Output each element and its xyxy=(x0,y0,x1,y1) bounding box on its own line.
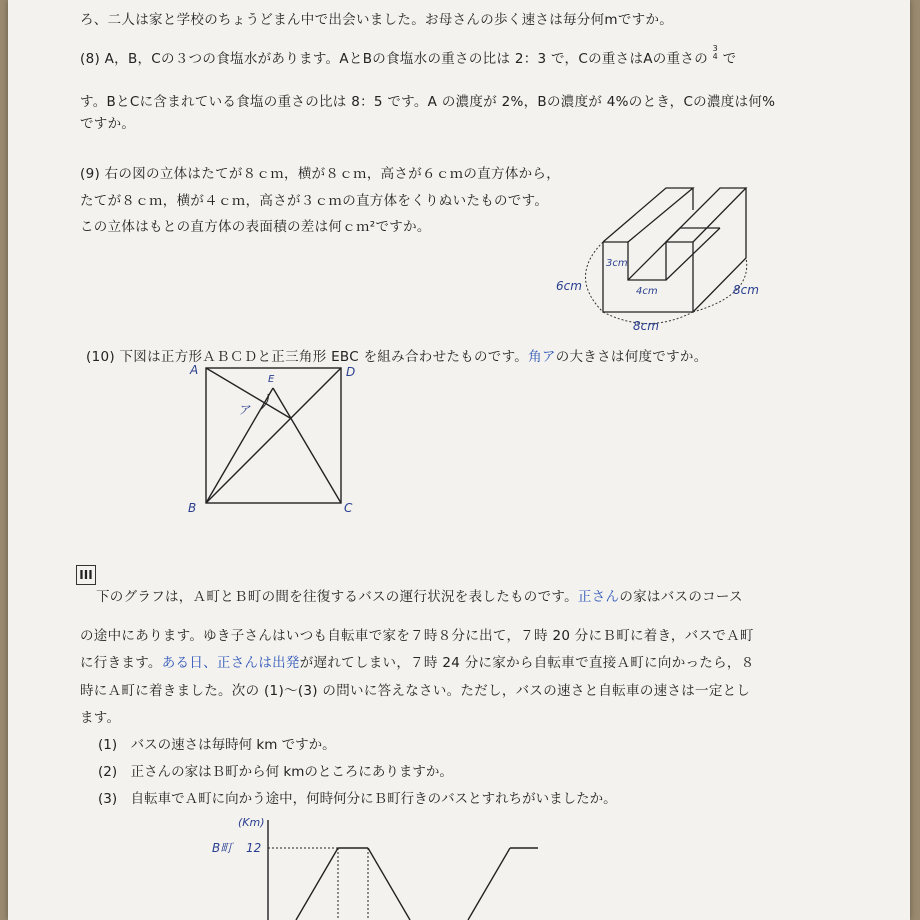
graph-town-label: B町 xyxy=(212,841,233,855)
label-6cm: 6cm xyxy=(556,279,582,293)
graph-tick-12: 12 xyxy=(246,841,262,855)
label-4cm: 4cm xyxy=(636,286,658,297)
bus-graph xyxy=(198,812,558,920)
label-8cm-right: 8cm xyxy=(733,283,759,297)
figure-9-solid xyxy=(548,180,788,340)
graph-unit: (Km) xyxy=(238,816,265,829)
sub-question-3: (3) 自転車でＡ町に向かう途中，何時何分にＢ町行きのバスとすれちがいましたか。 xyxy=(98,791,617,807)
section-3-line-5: ます。 xyxy=(80,710,121,726)
section-3-line-1: 下のグラフは，Ａ町とＢ町の間を往復するバスの運行状況を表したものです。正さんの家はバスのコース xyxy=(96,589,743,605)
section-3-label: III xyxy=(76,565,96,585)
text-line-0: ろ、二人は家と学校のちょうどまん中で出会いました。お母さんの歩く速さは毎分何mですか。 xyxy=(80,12,674,28)
vertex-C: C xyxy=(344,501,353,515)
question-10: (10) 下図は正方形ＡＢＣＤと正三角形 EBC を組み合わせたものです。角アの大きさは何度ですか。 xyxy=(86,349,708,365)
vertex-E: E xyxy=(268,374,275,385)
section-3-line-4: 時にＡ町に着きました。次の (1)～(3) の問いに答えなさい。ただし，バスの速さと自転車の速さは一定とし xyxy=(80,683,751,699)
label-3cm: 3cm xyxy=(606,258,628,269)
vertex-B: B xyxy=(188,501,197,515)
question-8-line-2: す。BとCに含まれている食塩の重さの比は 8：5 です。A の濃度が 2%，Bの濃度が 4%のとき，Cの濃度は何% xyxy=(80,94,776,110)
vertex-D: D xyxy=(346,365,356,379)
question-9-line-3: この立体はもとの直方体の表面積の差は何ｃｍ²ですか。 xyxy=(80,219,431,235)
label-8cm-bottom: 8cm xyxy=(633,319,659,333)
section-3-line-3: に行きます。ある日、正さんは出発が遅れてしまい，７時 24 分に家から自転車で直接Ａ町に向かったら，８ xyxy=(80,655,755,671)
question-8-line-3: ですか。 xyxy=(80,116,136,132)
question-9-line-2: たてが８ｃｍ，横が４ｃｍ，高さが３ｃｍの直方体をくりぬいたものです。 xyxy=(80,193,549,209)
question-9-line-1: (9) 右の図の立体はたてが８ｃｍ，横が８ｃｍ，高さが６ｃｍの直方体から， xyxy=(80,166,561,182)
section-3-line-2: の途中にあります。ゆき子さんはいつも自転車で家を７時８分に出て，７時 20 分にＢ町に着き，バスでＡ町 xyxy=(80,628,754,644)
fraction-three-quarters: 3 4 xyxy=(712,44,718,61)
sub-question-1: (1) バスの速さは毎時何 km ですか。 xyxy=(98,737,336,753)
angle-a-label: ア xyxy=(238,403,251,417)
worksheet-page xyxy=(8,0,910,920)
question-8-line-1: (8) A，B，Cの３つの食塩水があります。AとBの食塩水の重さの比は 2：3 で，Cの重さはAの重さの 3 4 で xyxy=(80,44,737,67)
figure-10-square xyxy=(178,360,368,520)
sub-question-2: (2) 正さんの家はＢ町から何 kmのところにありますか。 xyxy=(98,764,453,780)
vertex-A: A xyxy=(190,363,199,377)
